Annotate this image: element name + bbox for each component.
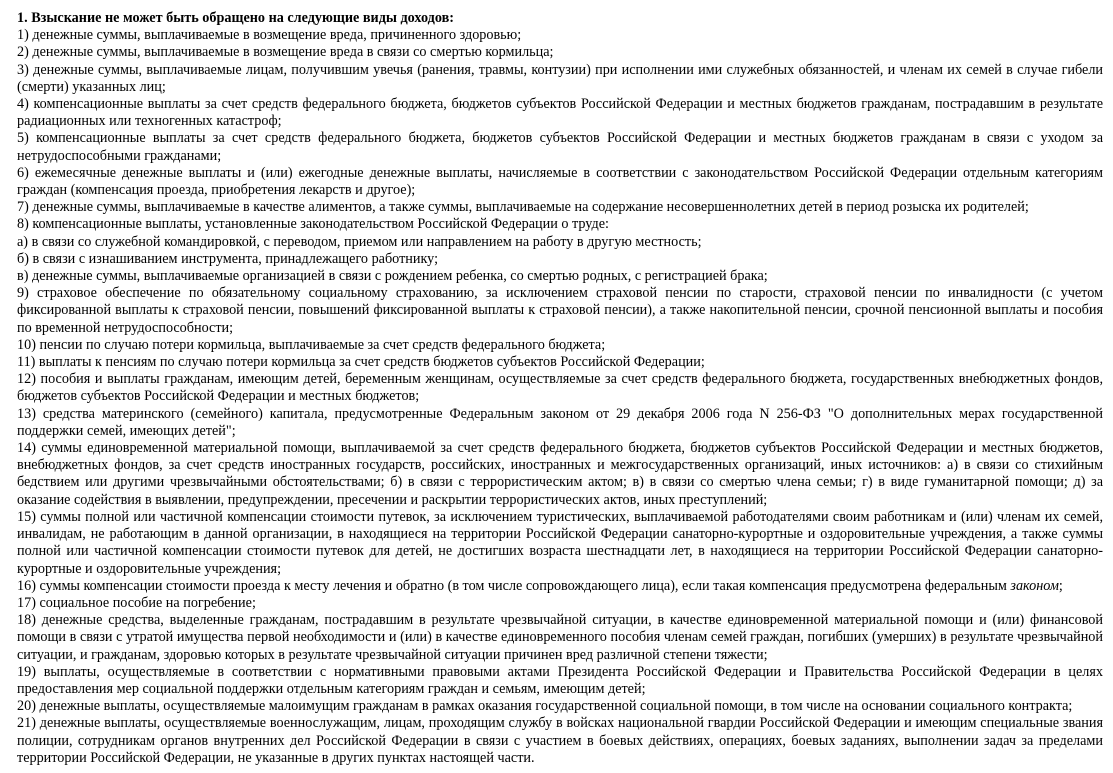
list-item-3: 3) денежные суммы, выплачиваемые лицам, получившим увечья (ранения, травмы, контузии) при исполнении ими служебных обязанностей, и членам их семей в случае гибели (смерти) указанных лиц; [17,61,1103,95]
list-item-1: 1) денежные суммы, выплачиваемые в возмещение вреда, причиненного здоровью; [17,27,522,44]
list-item-19: 19) выплаты, осуществляемые в соответствии с нормативными правовыми актами Президента Российской Федерации и Правительства Российской Федерации в целях предоставления мер социальной поддержки отдельным категориям граждан и семьям, имеющим детей; [17,663,1103,697]
list-item-8b: б) в связи с изнашиванием инструмента, принадлежащего работнику; [17,250,439,267]
list-item-8a: а) в связи со служебной командировкой, с переводом, приемом или направлением на работу в другую местность; [17,233,702,250]
list-item-11: 11) выплаты к пенсиям по случаю потери кормильца за счет средств бюджетов субъектов Российской Федерации; [17,354,705,371]
list-item-4: 4) компенсационные выплаты за счет средств федерального бюджета, бюджетов субъектов Российской Федерации и местных бюджетов гражданам, пострадавшим в результате радиационных или техногенных катастроф; [17,96,1103,130]
list-item-6: 6) ежемесячные денежные выплаты и (или) ежегодные денежные выплаты, начисляемые в соответствии с законодательством Российской Федерации отдельным категориям граждан (компенсация проезда, приобретения лекарств и другое); [17,164,1103,199]
list-item-16 [17,578,1103,595]
list-item-15: 15) суммы полной или частичной компенсации стоимости путевок, за исключением туристических, выплачиваемой работодателями своим работникам и (или) членам их семей, инвалидам, не работающим в данной организации, в находящиеся на территории Российской Федерации санаторно-курортные и оздоровительные учреждения, а также суммы полной или частичной компенсации стоимости путевок для детей, не достигших возраста шестнадцати лет, в находящиеся на территории Российской Федерации санаторно-курортные и оздоровительные учреждения; [17,508,1103,577]
list-item-16-text: 16) суммы компенсации стоимости проезда к месту лечения и обратно (в том числе сопровождающего лица), если такая компенсация предусмотрена федеральным [17,577,1011,594]
list-item-16-end: ; [1058,577,1063,594]
list-item-10: 10) пенсии по случаю потери кормильца, выплачиваемые за счет средств федерального бюджета; [17,336,606,353]
section-heading: 1. Взыскание не может быть обращено на следующие виды доходов: [17,10,454,26]
list-item-5: 5) компенсационные выплаты за счет средств федерального бюджета, бюджетов субъектов Российской Федерации и местных бюджетов гражданам в связи с уходом за нетрудоспособными гражданами; [17,130,1103,164]
list-item-8: 8) компенсационные выплаты, установленные законодательством Российской Федерации о труде: [17,216,609,233]
list-item-17: 17) социальное пособие на погребение; [17,594,256,611]
list-item-14: 14) суммы единовременной материальной помощи, выплачиваемой за счет средств федерального бюджета, бюджетов субъектов Российской Федерации и местных бюджетов, внебюджетных фондов, за счет средств иностранных государств, российских, иностранных и межгосударственных организаций, иных источников: а) в связи со стихийным бедствием или другими чрезвычайными обстоятельствами; б) в связи с террористическим актом; в) в связи со смертью члена семьи; г) в виде гуманитарной помощи; д) за оказание содействия в выявлении, предупреждении, пресечении и раскрытии террористических актов, иных преступлений; [17,440,1103,508]
list-item-2: 2) денежные суммы, выплачиваемые в возмещение вреда в связи со смертью кормильца; [17,44,554,61]
list-item-20: 20) денежные выплаты, осуществляемые малоимущим гражданам в рамках оказания государственной социальной помощи, в том числе на основании социального контракта; [17,698,1073,715]
list-item-12: 12) пособия и выплаты гражданам, имеющим детей, беременным женщинам, осуществляемые за счет средств федерального бюджета, государственных внебюджетных фондов, бюджетов субъектов Российской Федерации и местных бюджетов; [17,371,1103,405]
law-link[interactable]: законом [1010,577,1059,594]
list-item-21: 21) денежные выплаты, осуществляемые военнослужащим, лицам, проходящим службу в войсках национальной гвардии Российской Федерации и имеющим специальные звания полиции, сотрудникам органов внутренних дел Российской Федерации в связи с участием в боевых действиях, операциях, боевых заданиях, выполнении задач за пределами территории Российской Федерации, не указанные в других пунктах настоящей части. [17,715,1103,766]
list-item-8c: в) денежные суммы, выплачиваемые организацией в связи с рождением ребенка, со смертью родных, с регистрацией брака; [17,268,768,285]
list-item-7: 7) денежные суммы, выплачиваемые в качестве алиментов, а также суммы, выплачиваемые на содержание несовершеннолетних детей в период розыска их родителей; [17,199,1029,216]
list-item-9: 9) страховое обеспечение по обязательному социальному страхованию, за исключением страховой пенсии по старости, страховой пенсии по инвалидности (с учетом фиксированной выплаты к страховой пенсии, повышений фиксированной выплаты к страховой пенсии), а также накопительной пенсии, срочной пенсионной выплаты и пособия по временной нетрудоспособности; [17,285,1103,336]
list-item-18: 18) денежные средства, выделенные гражданам, пострадавшим в результате чрезвычайной ситуации, в качестве единовременной материальной помощи и (или) финансовой помощи в связи с утратой имущества первой необходимости и (или) в качестве единовременного пособия членам семей граждан, погибших (умерших) в результате чрезвычайной ситуации, и гражданам, здоровью которых в результате чрезвычайной ситуации причинен вред различной степени тяжести; [17,612,1103,663]
list-item-13: 13) средства материнского (семейного) капитала, предусмотренные Федеральным законом от 29 декабря 2006 года N 256-ФЗ "О дополнительных мерах государственной поддержки семей, имеющих детей"; [17,405,1103,439]
